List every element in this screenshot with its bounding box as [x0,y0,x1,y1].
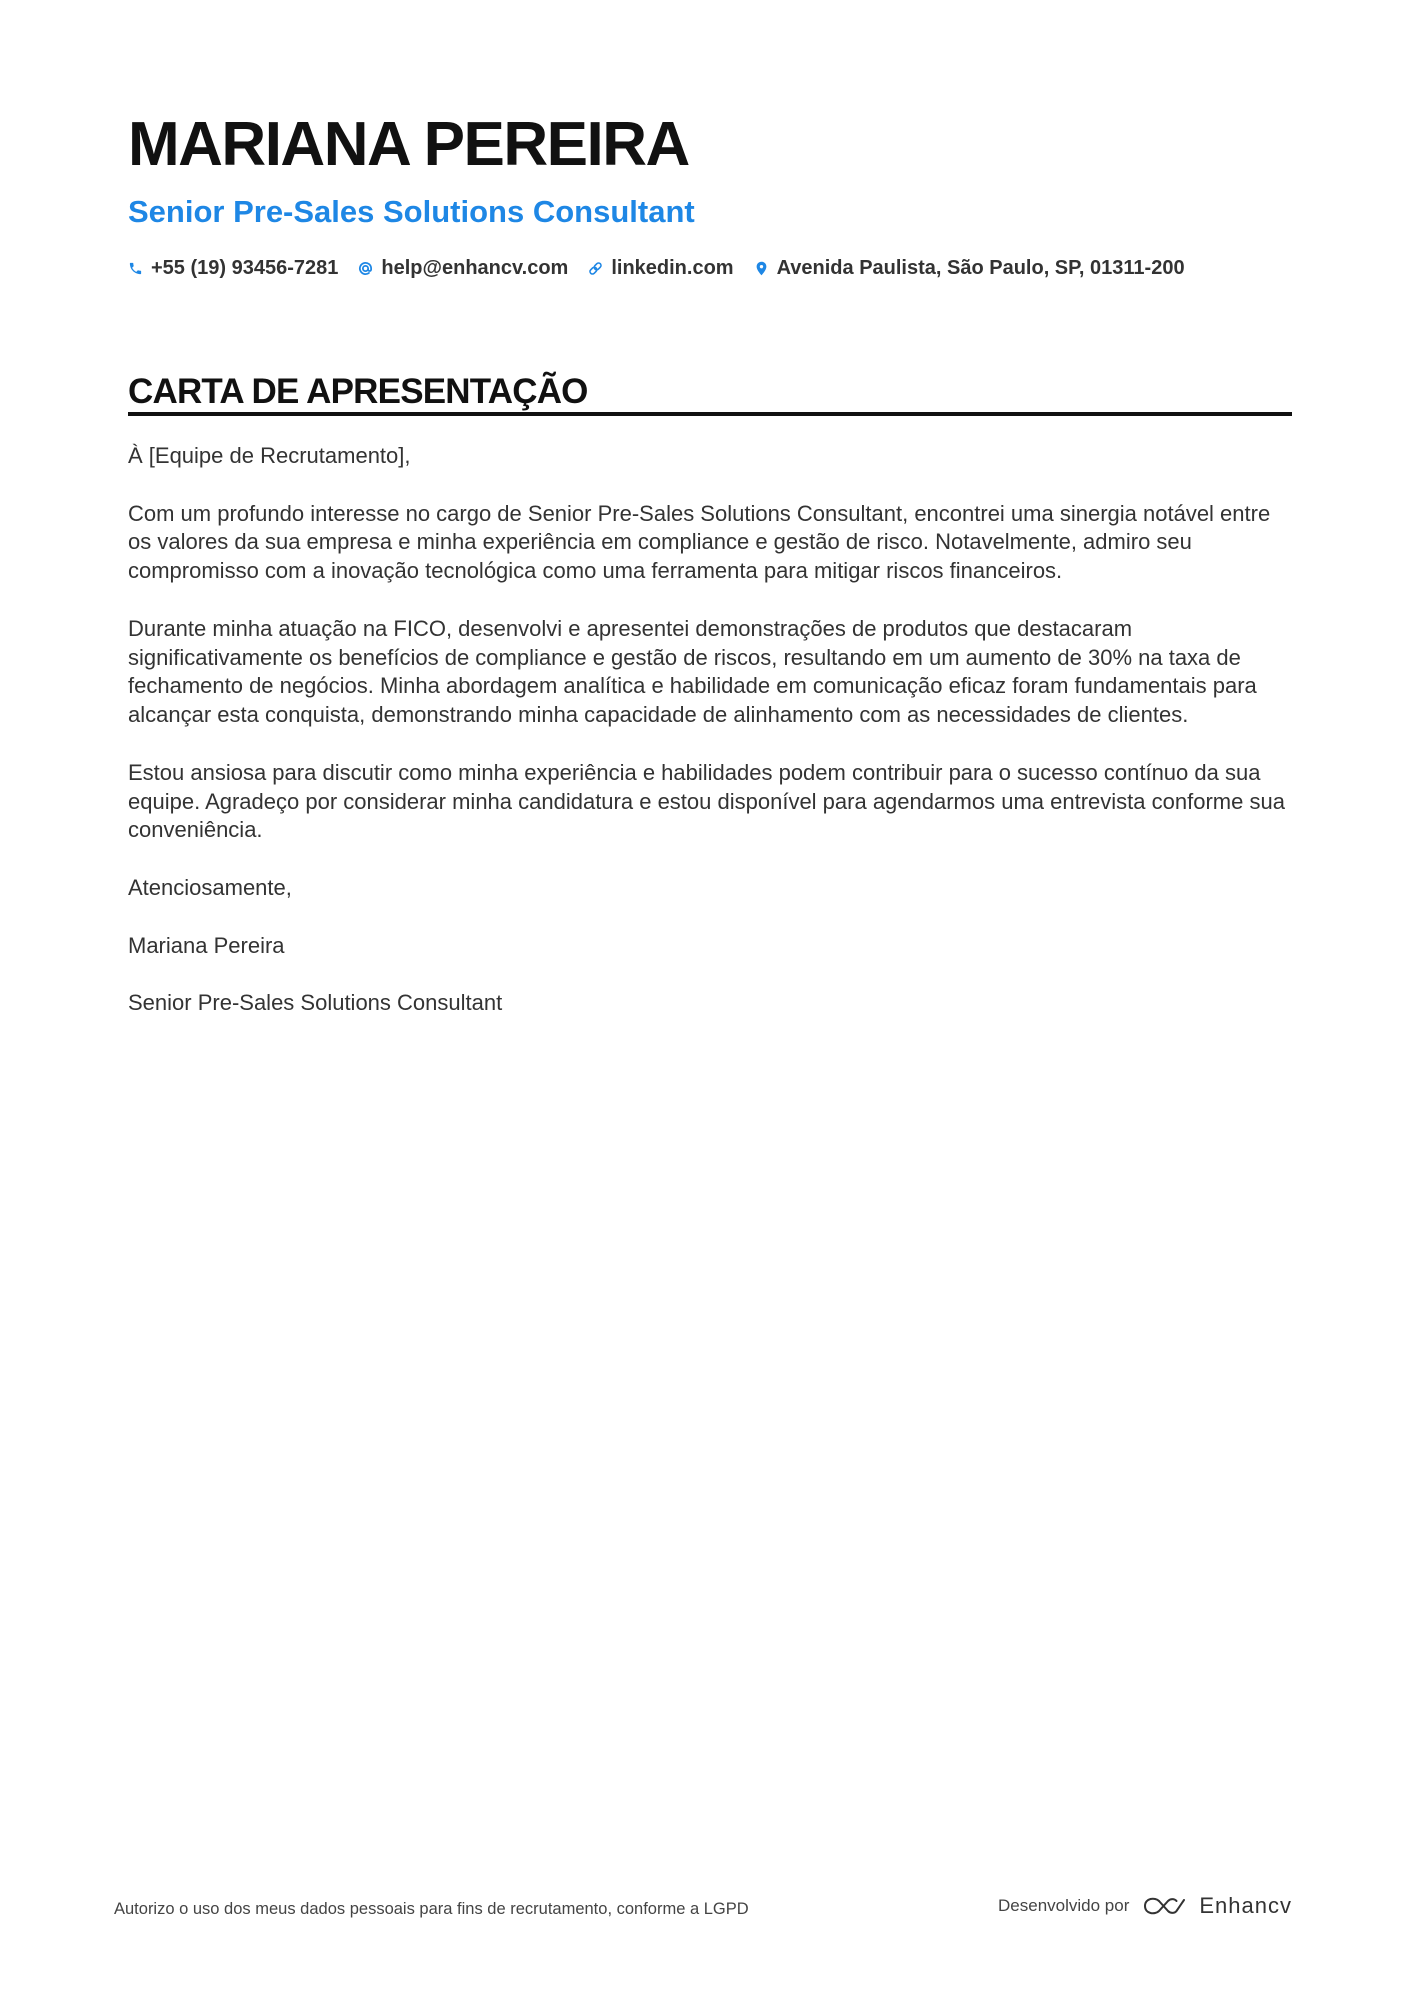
letter-paragraph: Com um profundo interesse no cargo de Senior Pre-Sales Solutions Consultant, encontrei uma sinergia notável entre os valores da sua empresa e minha experiência em compliance e gestão de risco. Notavelmente, admiro seu compromisso com a inovação tecnológica como uma ferramenta para mitigar riscos financeiros. [128,500,1271,584]
contact-linkedin[interactable] [588,257,733,280]
contact-address-text: Avenida Paulista, São Paulo, SP, 01311-200 [776,256,1185,279]
letter-closing: Atenciosamente, [128,874,292,900]
location-pin-icon [754,261,769,276]
footer-brand[interactable] [998,1890,1292,1922]
letter-paragraph: Durante minha atuação na FICO, desenvolvi e apresentei demonstrações de produtos que destacaram significativamente os benefícios de compliance e gestão de riscos, resultando em um aumento de 30% na taxa de fechamento de negócios. Minha abordagem analítica e habilidade em comunicação eficaz foram fundamentais para alcançar esta conquista, demonstrando minha capacidade de alinhamento com as necessidades de clientes. [128,615,1257,728]
candidate-title: Senior Pre-Sales Solutions Consultant [128,194,695,229]
at-icon [358,261,373,276]
signature-name: Mariana Pereira [128,932,285,958]
contact-email-text[interactable]: help@enhancv.com [381,256,569,279]
contact-phone-text: +55 (19) 93456-7281 [151,256,339,279]
contact-row [128,254,1185,282]
letter-salutation: À [Equipe de Recrutamento], [128,443,411,468]
letter-paragraph: Estou ansiosa para discutir como minha experiência e habilidades podem contribuir para o sucesso contínuo da sua equipe. Agradeço por considerar minha candidatura e estou disponível para agendarmos uma entrevista conforme sua conveniência. [128,759,1285,843]
enhancv-wordmark[interactable]: Enhancv [1199,1893,1292,1918]
contact-phone [128,257,338,280]
contact-linkedin-text[interactable]: linkedin.com [611,256,734,279]
powered-by-label: Desenvolvido por [998,1896,1130,1915]
section-heading: CARTA DE APRESENTAÇÃO [128,372,588,411]
footer-consent-text: Autorizo o uso dos meus dados pessoais para fins de recrutamento, conforme a LGPD [114,1900,749,1918]
letter-body [128,442,1292,1047]
contact-email[interactable] [358,257,568,280]
enhancv-logo-icon[interactable] [1141,1894,1187,1918]
section-divider [128,412,1292,416]
signature-title: Senior Pre-Sales Solutions Consultant [128,990,503,1016]
phone-icon [128,261,143,276]
contact-address [754,257,1185,280]
link-icon [588,261,603,276]
candidate-name: MARIANA PEREIRA [128,110,689,179]
